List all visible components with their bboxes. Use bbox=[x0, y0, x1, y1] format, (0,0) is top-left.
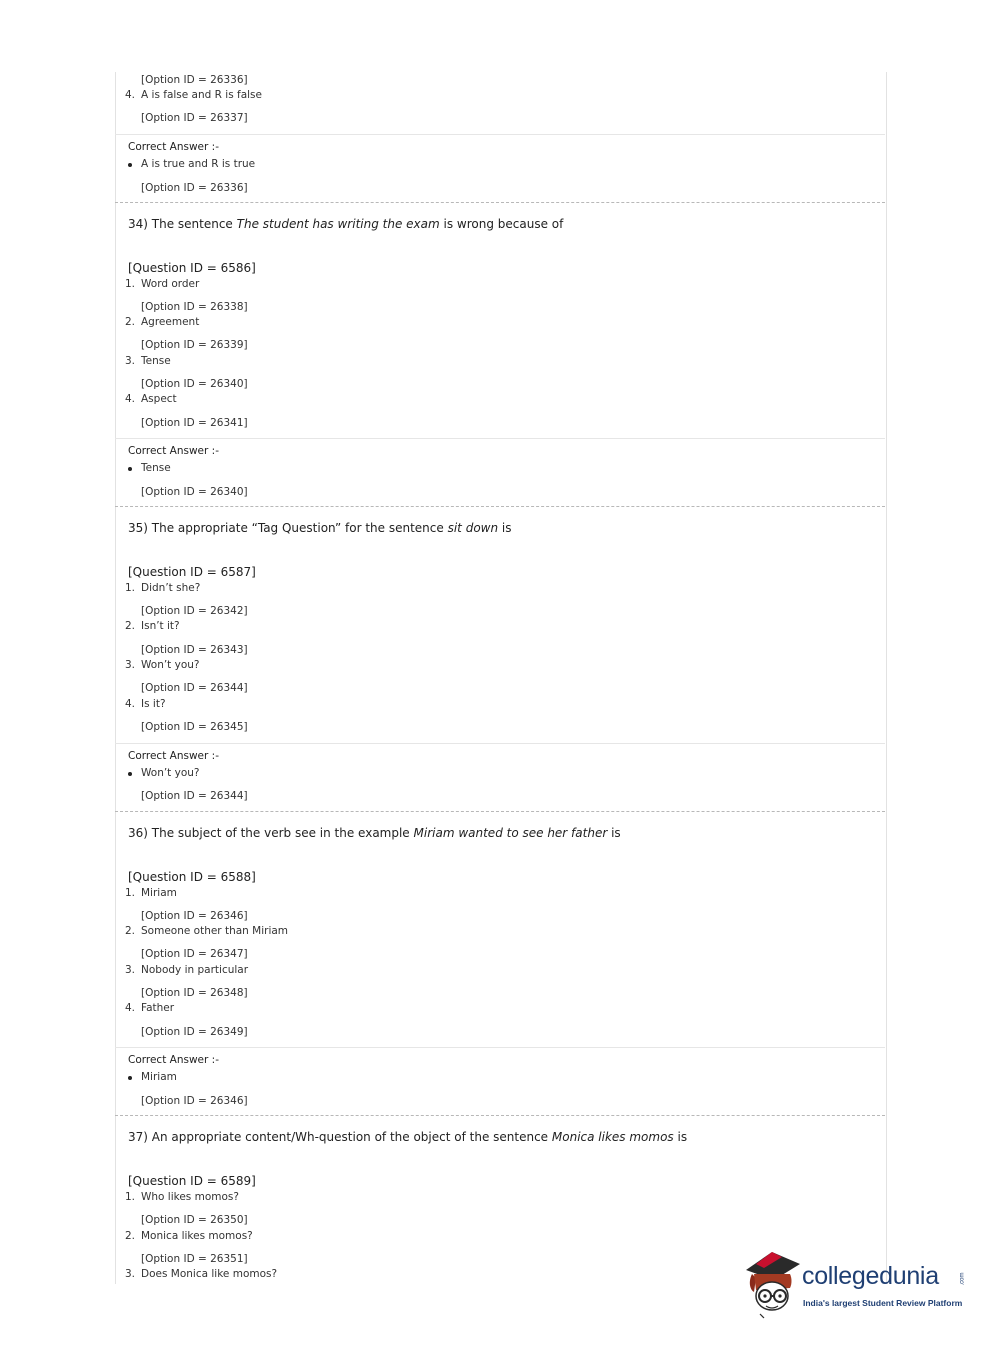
correct-answer-text: Miriam bbox=[141, 1071, 177, 1083]
option-text: Is it? bbox=[141, 698, 166, 710]
option-id: [Option ID = 26351] bbox=[141, 1253, 248, 1265]
option-number: 2. bbox=[125, 1230, 136, 1242]
option-text: Didn’t she? bbox=[141, 582, 201, 594]
question-title: 35) The appropriate “Tag Question” for the sentence sit down is bbox=[128, 521, 512, 535]
option-id: [Option ID = 26344] bbox=[141, 682, 248, 694]
option-id: [Option ID = 26341] bbox=[141, 417, 248, 429]
option-number: 1. bbox=[125, 1191, 136, 1203]
option-number: 1. bbox=[125, 887, 136, 899]
bullet-icon bbox=[128, 467, 132, 471]
question-id: [Question ID = 6586] bbox=[128, 261, 256, 275]
correct-answer-label: Correct Answer :- bbox=[128, 141, 219, 153]
question-id: [Question ID = 6589] bbox=[128, 1174, 256, 1188]
divider bbox=[115, 743, 885, 744]
option-id: [Option ID = 26342] bbox=[141, 605, 248, 617]
option-number: 3. bbox=[125, 1268, 136, 1280]
correct-answer-label: Correct Answer :- bbox=[128, 1054, 219, 1066]
option-text: Isn’t it? bbox=[141, 620, 180, 632]
correct-answer-text: Won’t you? bbox=[141, 767, 200, 779]
option-id: [Option ID = 26347] bbox=[141, 948, 248, 960]
option-text: Does Monica like momos? bbox=[141, 1268, 278, 1280]
option-id: [Option ID = 26348] bbox=[141, 987, 248, 999]
option-number: 2. bbox=[125, 925, 136, 937]
option-id: [Option ID = 26346] bbox=[141, 910, 248, 922]
question-separator bbox=[115, 811, 885, 812]
logo-tagline: India's largest Student Review Platform bbox=[803, 1298, 963, 1308]
option-text: Word order bbox=[141, 278, 200, 290]
option-text: Tense bbox=[141, 355, 171, 367]
bullet-icon bbox=[128, 772, 132, 776]
question-separator bbox=[115, 506, 885, 507]
question-separator bbox=[115, 202, 885, 203]
divider bbox=[115, 134, 885, 135]
option-id: [Option ID = 26340] bbox=[141, 378, 248, 390]
option-number: 4. bbox=[125, 698, 136, 710]
correct-answer-option-id: [Option ID = 26336] bbox=[141, 182, 248, 194]
option-id: [Option ID = 26336] bbox=[141, 74, 248, 86]
option-text: Monica likes momos? bbox=[141, 1230, 253, 1242]
option-number: 2. bbox=[125, 620, 136, 632]
correct-answer-label: Correct Answer :- bbox=[128, 445, 219, 457]
option-number: 2. bbox=[125, 316, 136, 328]
option-number: 3. bbox=[125, 964, 136, 976]
option-text: Won’t you? bbox=[141, 659, 200, 671]
question-title: 36) The subject of the verb see in the example Miriam wanted to see her father is bbox=[128, 826, 621, 840]
question-id: [Question ID = 6587] bbox=[128, 565, 256, 579]
option-id: [Option ID = 26350] bbox=[141, 1214, 248, 1226]
option-number: 4. bbox=[125, 89, 136, 101]
question-title: 37) An appropriate content/Wh-question of the object of the sentence Monica likes momos is bbox=[128, 1130, 688, 1144]
correct-answer-option-id: [Option ID = 26346] bbox=[141, 1095, 248, 1107]
divider bbox=[115, 1047, 885, 1048]
logo-suffix: .com bbox=[959, 1272, 966, 1286]
option-number: 4. bbox=[125, 1002, 136, 1014]
correct-answer-text: Tense bbox=[141, 462, 171, 474]
correct-answer-text: A is true and R is true bbox=[141, 158, 256, 170]
option-text: Father bbox=[141, 1002, 175, 1014]
option-text: Aspect bbox=[141, 393, 177, 405]
bullet-icon bbox=[128, 1076, 132, 1080]
divider bbox=[115, 438, 885, 439]
correct-answer-label: Correct Answer :- bbox=[128, 750, 219, 762]
option-number: 1. bbox=[125, 278, 136, 290]
option-number: 1. bbox=[125, 582, 136, 594]
logo-wordmark: collegedunia bbox=[802, 1262, 939, 1290]
option-id: [Option ID = 26343] bbox=[141, 644, 248, 656]
option-text: Nobody in particular bbox=[141, 964, 249, 976]
option-id: [Option ID = 26337] bbox=[141, 112, 248, 124]
correct-answer-option-id: [Option ID = 26344] bbox=[141, 790, 248, 802]
option-number: 3. bbox=[125, 355, 136, 367]
option-number: 4. bbox=[125, 393, 136, 405]
option-text: Someone other than Miriam bbox=[141, 925, 289, 937]
correct-answer-option-id: [Option ID = 26340] bbox=[141, 486, 248, 498]
option-text: Who likes momos? bbox=[141, 1191, 239, 1203]
option-text: Agreement bbox=[141, 316, 200, 328]
option-id: [Option ID = 26338] bbox=[141, 301, 248, 313]
option-id: [Option ID = 26339] bbox=[141, 339, 248, 351]
option-id: [Option ID = 26349] bbox=[141, 1026, 248, 1038]
question-id: [Question ID = 6588] bbox=[128, 870, 256, 884]
option-number: 3. bbox=[125, 659, 136, 671]
option-id: [Option ID = 26345] bbox=[141, 721, 248, 733]
bullet-icon bbox=[128, 163, 132, 167]
question-title: 34) The sentence The student has writing the exam is wrong because of bbox=[128, 217, 564, 231]
question-separator bbox=[115, 1115, 885, 1116]
option-text: Miriam bbox=[141, 887, 177, 899]
option-text: A is false and R is false bbox=[141, 89, 262, 101]
